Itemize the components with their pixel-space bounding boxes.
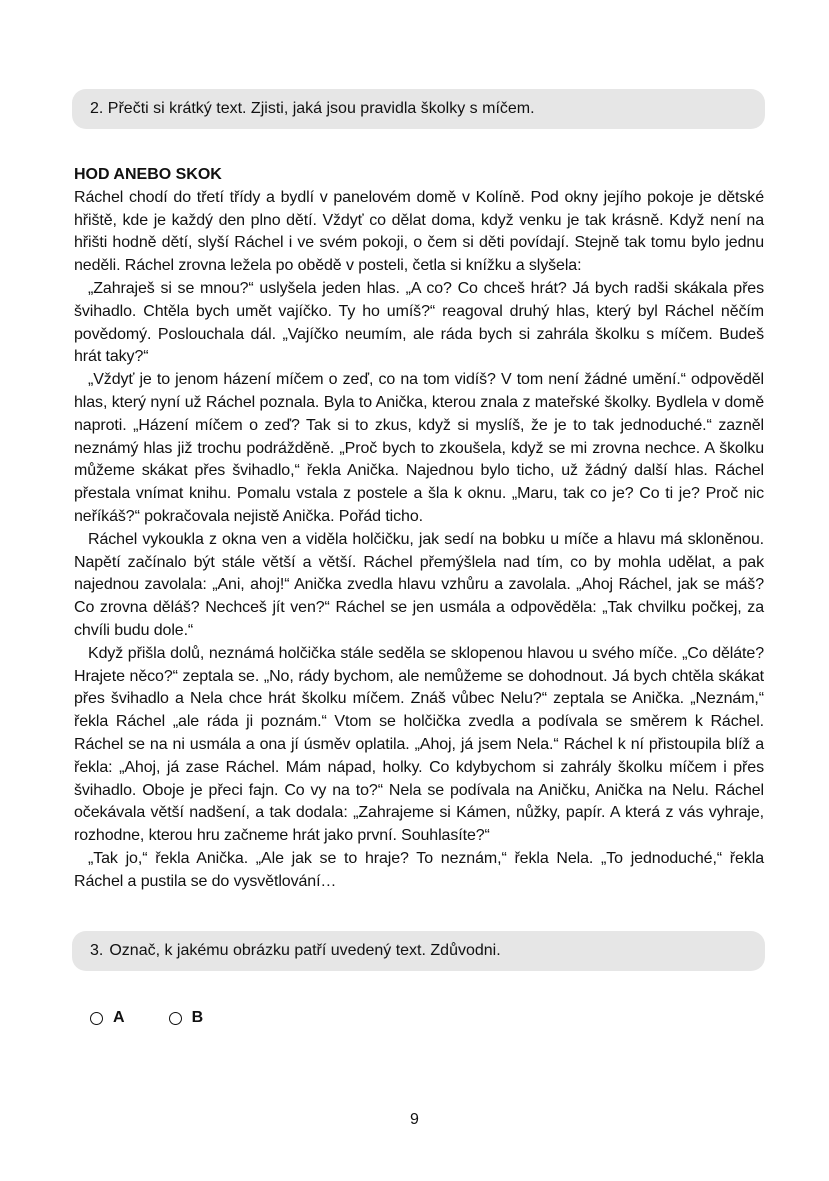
story-paragraph: Ráchel vykoukla z okna ven a viděla holčičku, jak sedí na bobku u míče a hlavu má skloněnou. Napětí začínalo být stále větší a větší. Ráchel přemýšlela nad tím, co by mohla udělat, a pak najednou zavolala: „Ani, ahoj!“ Anička zvedla hlavu vzhůru a zavolala. „Ahoj Ráchel, jak se máš? Co zrovna děláš? Nechceš jít ven?“ Ráchel se jen usmála a odpověděla: „Tak chvilku počkej, za chvíli budu dole.“	[74, 530, 764, 639]
story-paragraph: Když přišla dolů, neznámá holčička stále seděla se sklopenou hlavou u svého míče. „Co děláte? Hrajete něco?“ zeptala se. „No, rády bychom, ale nemůžeme se dohodnout. Já bych chtěla skákat přes švihadlo a Nela chce hrát školku míčem. Znáš vůbec Nelu?“ zeptala se Anička. „Neznám,“ řekla Ráchel „ale ráda ji poznám.“ Vtom se holčička zvedla a podívala se směrem k Ráchel. Ráchel se na ni usmála a ona jí úsměv oplatila. „Ahoj, já jsem Nela.“ Ráchel k ní přistoupila blíž a řekla: „Ahoj, já zase Ráchel. Mám nápad, holky. Co kdybychom si zahrály školku míčem i přes švihadlo. Oboje je přeci fajn. Co vy na to?“ Nela se podívala na Aničku, Anička na Nelu. Ráchel očekávala větší nadšení, a tak dodala: „Zahrajeme si Kámen, nůžky, papír. A která z vás vyhraje, rozhodne, kterou hru začneme hrát jako první. Souhlasíte?“	[74, 644, 764, 845]
story-paragraph: „Vždyť je to jenom házení míčem o zeď, co na tom vidíš? V tom není žádné umění.“ odpověděl hlas, který nyní už Ráchel poznala. Byla to Anička, kterou znala z mateřské školky. Bydlela v domě naproti. „Házení míčem o zeď? Tak si to zkus, když si myslíš, že je to tak jednoduché.“ zazněl neznámý hlas již trochu podrážděně. „Proč bych to zkoušela, když se mi zrovna nechce. A školku můžeme skákat přes švihadlo,“ řekla Anička. Najednou bylo ticho, už žádný další hlas. Ráchel přestala vnímat knihu. Pomalu vstala z postele a šla k oknu. „Maru, tak co je? Co ti je? Proč nic neříkáš?“ pokračovala nejistě Anička. Pořád ticho.	[74, 371, 764, 525]
answer-options	[90, 1009, 203, 1027]
task-3-instruction	[72, 931, 765, 971]
story-paragraph: „Zahraješ si se mnou?“ uslyšela jeden hlas. „A co? Co chceš hrát? Já bych radši skákala přes švihadlo. Chtěla bych umět vajíčko. Ty ho umíš?“ reagoval druhý hlas, který byl Ráchel něčím povědomý. Poslouchala dál. „Vajíčko neumím, ale ráda bych si zahrála školku s míčem. Budeš hrát taky?“	[74, 279, 764, 366]
option-a-label: A	[113, 1009, 125, 1026]
task-2-text: 2. Přečti si krátký text. Zjisti, jaká jsou pravidla školky s míčem.	[90, 100, 535, 117]
task-3-text: Označ, k jakému obrázku patří uvedený text. Zdůvodni.	[109, 942, 501, 959]
page-number: 9	[410, 1111, 419, 1128]
task-2-instruction	[72, 89, 765, 129]
option-b[interactable]	[169, 1009, 204, 1027]
task-3-number: 3.	[90, 942, 104, 959]
option-a[interactable]	[90, 1009, 125, 1027]
radio-circle-icon[interactable]	[90, 1012, 103, 1025]
story-title: HOD ANEBO SKOK	[74, 166, 222, 183]
story-section	[74, 164, 764, 894]
radio-circle-icon[interactable]	[169, 1012, 182, 1025]
story-paragraph: Ráchel chodí do třetí třídy a bydlí v panelovém domě v Kolíně. Pod okny jejího pokoje je dětské hřiště, kde je každý den plno dětí. Vždyť co dělat doma, když venku je tak krásně. Když není na hřišti hodně dětí, slyší Ráchel i ve svém pokoji, o čem si děti povídají. Stejně tak tomu bylo jednu neděli. Ráchel zrovna ležela po obědě v posteli, četla si knížku a slyšela:	[74, 188, 764, 275]
story-paragraph: „Tak jo,“ řekla Anička. „Ale jak se to hraje? To neznám,“ řekla Nela. „To jednoduché,“ řekla Ráchel a pustila se do vysvětlování…	[74, 849, 764, 890]
option-b-label: B	[191, 1009, 204, 1026]
